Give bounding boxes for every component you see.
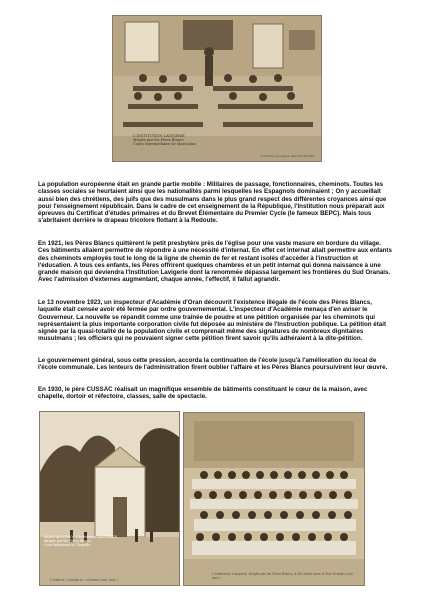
courtyard-photo-scene bbox=[40, 412, 179, 585]
caption-line: dirigée par les Pères Blancs bbox=[44, 538, 91, 543]
group-photo bbox=[183, 412, 365, 586]
paragraph-1930: En 1930, le père CUSSAC réalisait un magnifique ensemble de bâtiments constituant le cœur de la maison, avec chapelle, dortoir et réfectoire, classes, salle de spectacle. bbox=[38, 386, 368, 401]
courtyard-credit: L'Institut « Lavigerie » d'Arzew (coll. part.) bbox=[50, 578, 118, 582]
classroom-credit: Collection Lavigerie, Bernard Bozzini bbox=[260, 154, 315, 158]
paragraph-1921: En 1921, les Pères Blancs quittèrent le petit presbytère près de l'église pour une vaste masure en bordure du village. Ces bâtiments allaient permettre de répondre à une nécessité d'internat. En effet cet internat allait permettre aux enfants des cheminots employés tout le long de la ligne de chemin de fer et restant isolés d'accéder à l'instruction et l'éducation. A tous ces enfants, les Pères offrirent quelques chambres et un petit internat qui donna naissance à une grande maison qui deviendra l'Institution Lavigerie dont la renommée dépassa largement les frontières du Sud Oranais. Avec l'admission d'externes augmentant, chaque année, l'effectif, il fallut agrandir. bbox=[38, 240, 392, 284]
courtyard-caption bbox=[44, 536, 117, 547]
caption-line: dirigée par les Pères Blancs bbox=[133, 138, 184, 143]
paragraph-government: Le gouvernement général, sous cette pression, accorda la continuation de l'école jusqu'à l'amélioration du local de l'école communale. Les lenteurs de l'administration firent oublier l'affaire et les Pères Blancs poursuivirent leur œuvre. bbox=[38, 357, 388, 372]
caption-line: SAINT-ANTONIO - L'Institution LAVIGERIE bbox=[44, 535, 117, 539]
courtyard-photo bbox=[39, 411, 180, 586]
paragraph-population: La population européenne était en grande partie mobile : Militaires de passage, fonctionnaires, cheminots. Toutes les classes sociales se heurtaient ainsi que les nationalités parmi lesquelles les Espagnols dominaient ; On y accueillait aussi bien des chrétiens, des juifs que des musulmans dans le plus grand respect des différentes croyances ainsi que pour l'enseignement républicain. Dans le cadre de cet enseignement de la République, l'Institution nous préparait aux épreuves du Certificat d'études primaires et du Brevet Élémentaire du Premier Cycle (le fameux BEPC). Mais tous s'abritaient derrière le drapeau tricolore flottant à la Redoute. bbox=[38, 181, 387, 225]
caption-line: Cour Intérieure et Chapelle bbox=[44, 542, 91, 547]
group-photo-scene bbox=[184, 413, 364, 585]
group-credit: L'Institution Lavigerie, dirigée par les Pères Blancs, à Aïn Sefra dans le Sud-Oranais (coll. part.) bbox=[212, 572, 354, 581]
classroom-caption bbox=[133, 134, 196, 146]
caption-line: L'INSTITUTION LAVIGERIE bbox=[133, 134, 185, 138]
classroom-photo bbox=[112, 15, 322, 162]
caption-line: Cours Intermédiaire de Marocains bbox=[133, 142, 196, 147]
paragraph-1923: Le 13 novembre 1923, un inspecteur d'Académie d'Oran découvrit l'existence illégale de l'école des Pères Blancs, laquelle était censée avoir été fermée par ordre gouvernemental. L'inspecteur d'Académie menaça d'en aviser le Gouverneur. La nouvelle se répandit comme une traînée de poudre et une pétition organisée par les cheminots qui représentaient la plus importante corporation civile fut déposée au ministère de l'Instruction publique. La pétition était signée par la quasi-totalité de la population civile et comprenait même des signatures de nombreux dignitaires musulmans ; les officiers qui ne pouvaient signer cette pétition firent savoir qu'ils adhéraient à la dite-pétition. bbox=[38, 299, 387, 343]
